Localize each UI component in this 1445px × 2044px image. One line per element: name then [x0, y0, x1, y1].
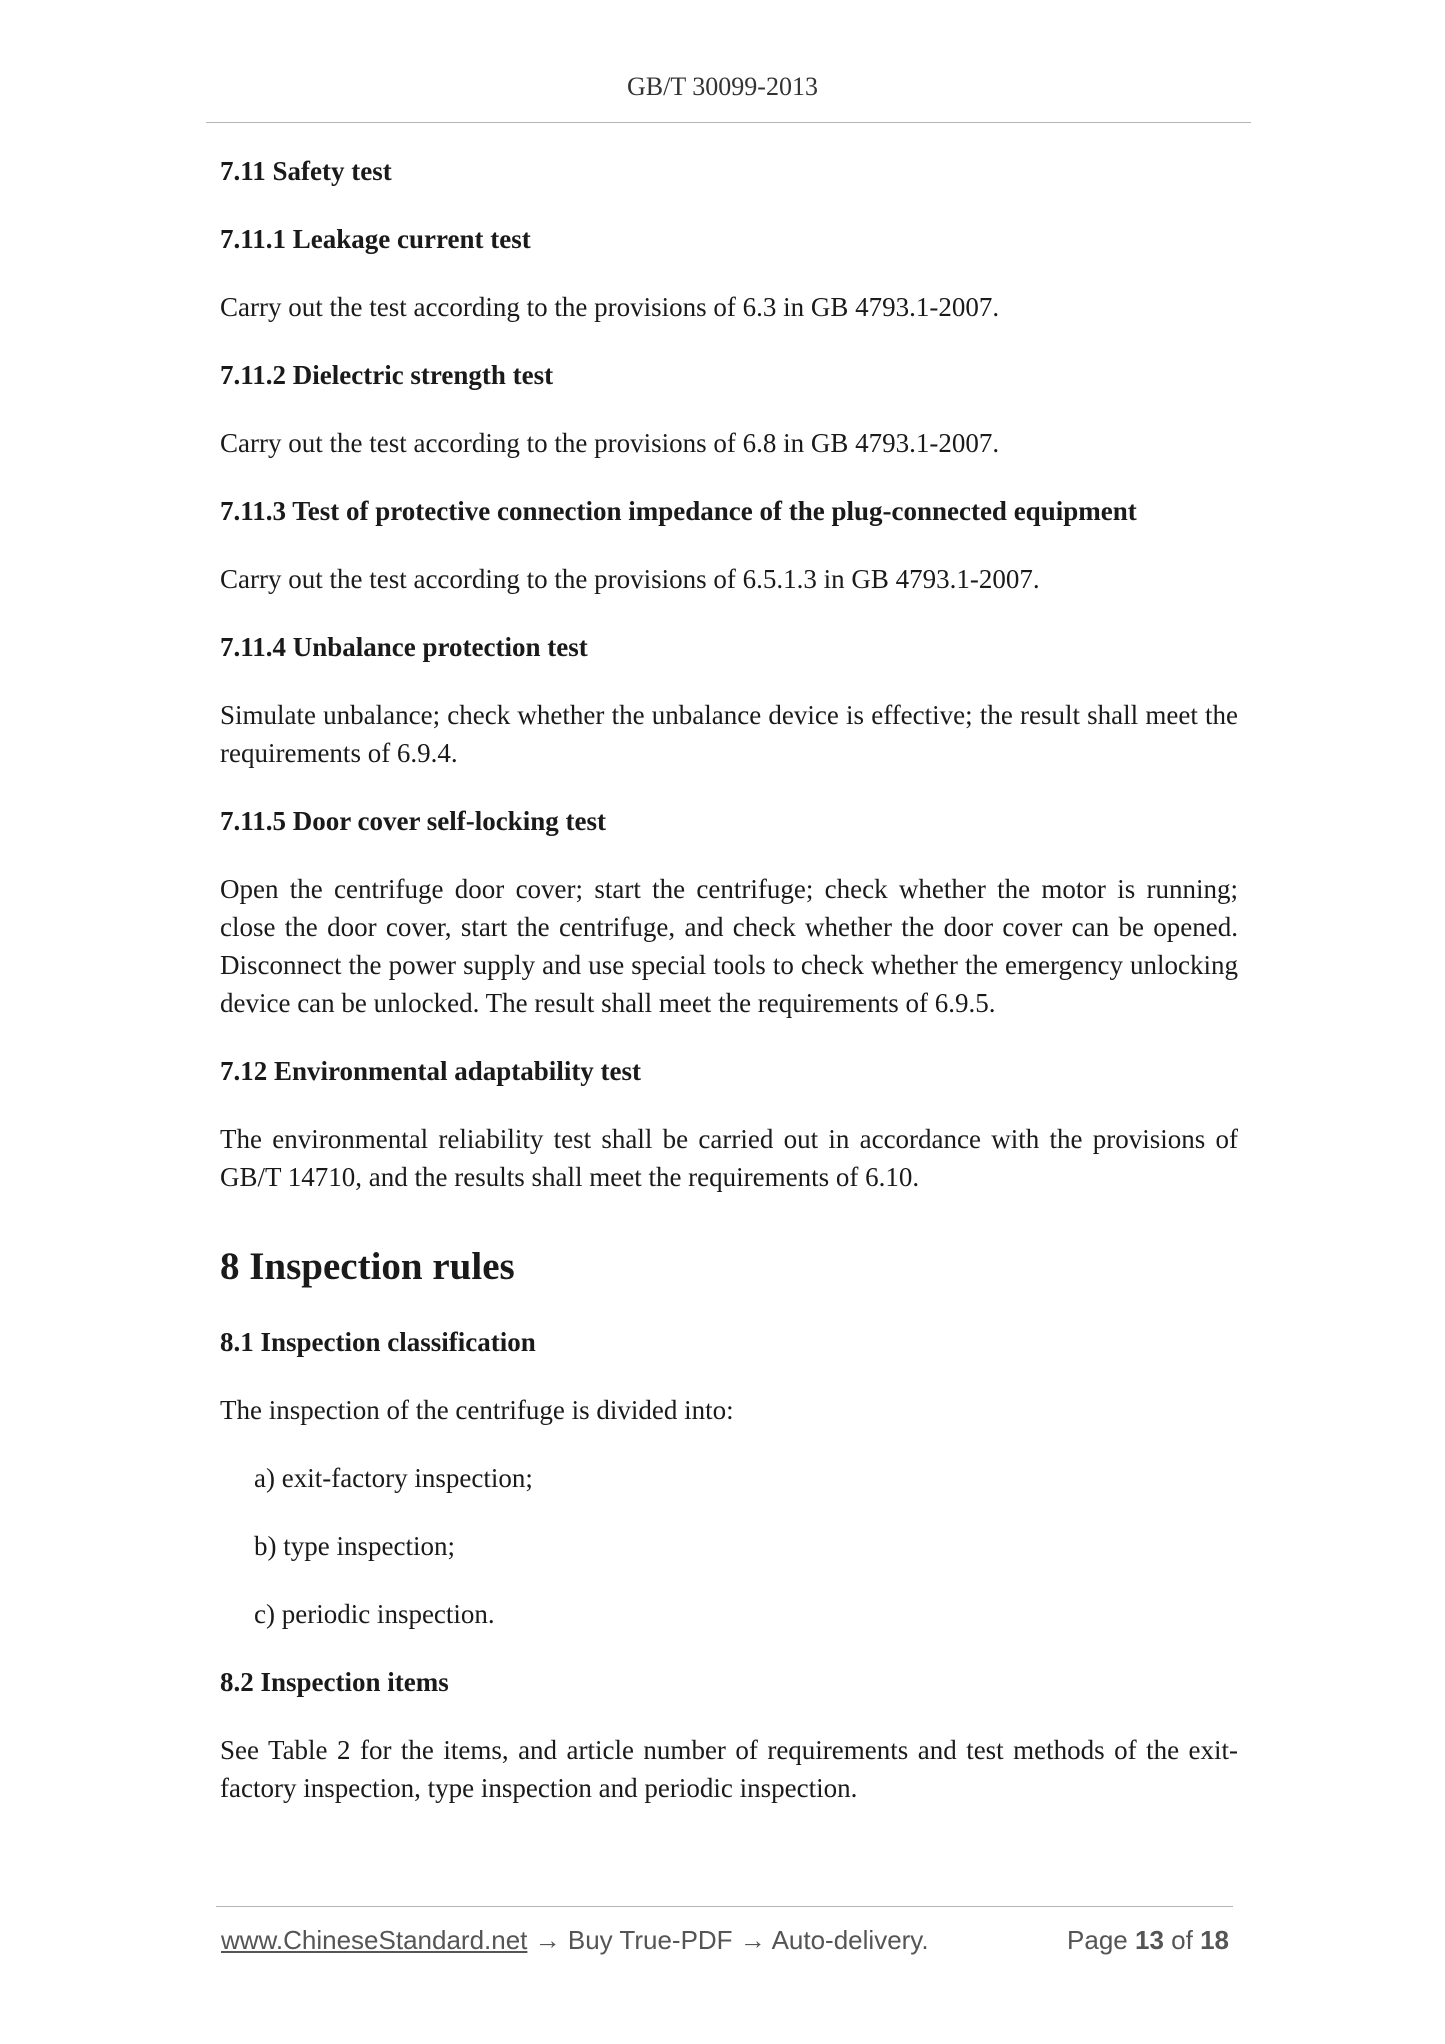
section-8-2-text: See Table 2 for the items, and article number of requirements and test methods of the exit-factory inspection, type inspection and periodic inspection.: [220, 1735, 1238, 1803]
website-link[interactable]: www.ChineseStandard.net: [221, 1925, 528, 1955]
section-7-12-heading: 7.12 Environmental adaptability test: [220, 1056, 642, 1086]
section-7-11-1-heading: 7.11.1 Leakage current test: [220, 224, 531, 254]
section-8-2-heading: 8.2 Inspection items: [220, 1667, 449, 1697]
section-8-1-text: The inspection of the centrifuge is divided into:: [220, 1395, 734, 1425]
header-divider: [206, 122, 1251, 123]
section-7-11-4-text: Simulate unbalance; check whether the unbalance device is effective; the result shall meet the requirements of 6.9.4.: [220, 700, 1238, 768]
footer-promo: [221, 1925, 929, 1956]
of-label: of: [1171, 1925, 1193, 1955]
total-pages-number: 18: [1200, 1925, 1229, 1955]
document-code-header: GB/T 30099-2013: [627, 72, 818, 101]
current-page-number: 13: [1135, 1925, 1164, 1955]
footer-divider: [216, 1906, 1233, 1907]
section-7-11-3-text: Carry out the test according to the provisions of 6.5.1.3 in GB 4793.1-2007.: [220, 564, 1040, 594]
section-8-heading: 8 Inspection rules: [220, 1245, 515, 1288]
page-content: [220, 152, 1238, 1807]
footer-promo-text: → Buy True-PDF → Auto-delivery.: [527, 1925, 929, 1955]
list-item: a) exit-factory inspection;: [254, 1463, 533, 1493]
page-footer: [221, 1925, 1233, 1965]
section-8-1-heading: 8.1 Inspection classification: [220, 1327, 536, 1357]
section-7-11-4-heading: 7.11.4 Unbalance protection test: [220, 632, 588, 662]
section-7-11-2-text: Carry out the test according to the provisions of 6.8 in GB 4793.1-2007.: [220, 428, 1000, 458]
section-7-11-5-heading: 7.11.5 Door cover self-locking test: [220, 806, 606, 836]
section-7-11-heading: 7.11 Safety test: [220, 156, 392, 186]
section-7-12-text: The environmental reliability test shall be carried out in accordance with the provisions of GB/T 14710, and the results shall meet the requirements of 6.10.: [220, 1124, 1238, 1192]
section-7-11-2-heading: 7.11.2 Dielectric strength test: [220, 360, 554, 390]
list-item: c) periodic inspection.: [254, 1599, 495, 1629]
section-7-11-1-text: Carry out the test according to the provisions of 6.3 in GB 4793.1-2007.: [220, 292, 1000, 322]
section-7-11-3-heading: 7.11.3 Test of protective connection impedance of the plug-connected equipment: [220, 496, 1137, 526]
page-indicator: [1067, 1925, 1229, 1956]
section-7-11-5-text: Open the centrifuge door cover; start the centrifuge; check whether the motor is running; close the door cover, start the centrifuge, and check whether the door cover can be opened. Disconnect the power supply and use special tools to check whether the emergency unlocking device can be unlocked. The result shall meet the requirements of 6.9.5.: [220, 874, 1238, 1018]
list-item: b) type inspection;: [254, 1531, 455, 1561]
page-label: Page: [1067, 1925, 1128, 1955]
